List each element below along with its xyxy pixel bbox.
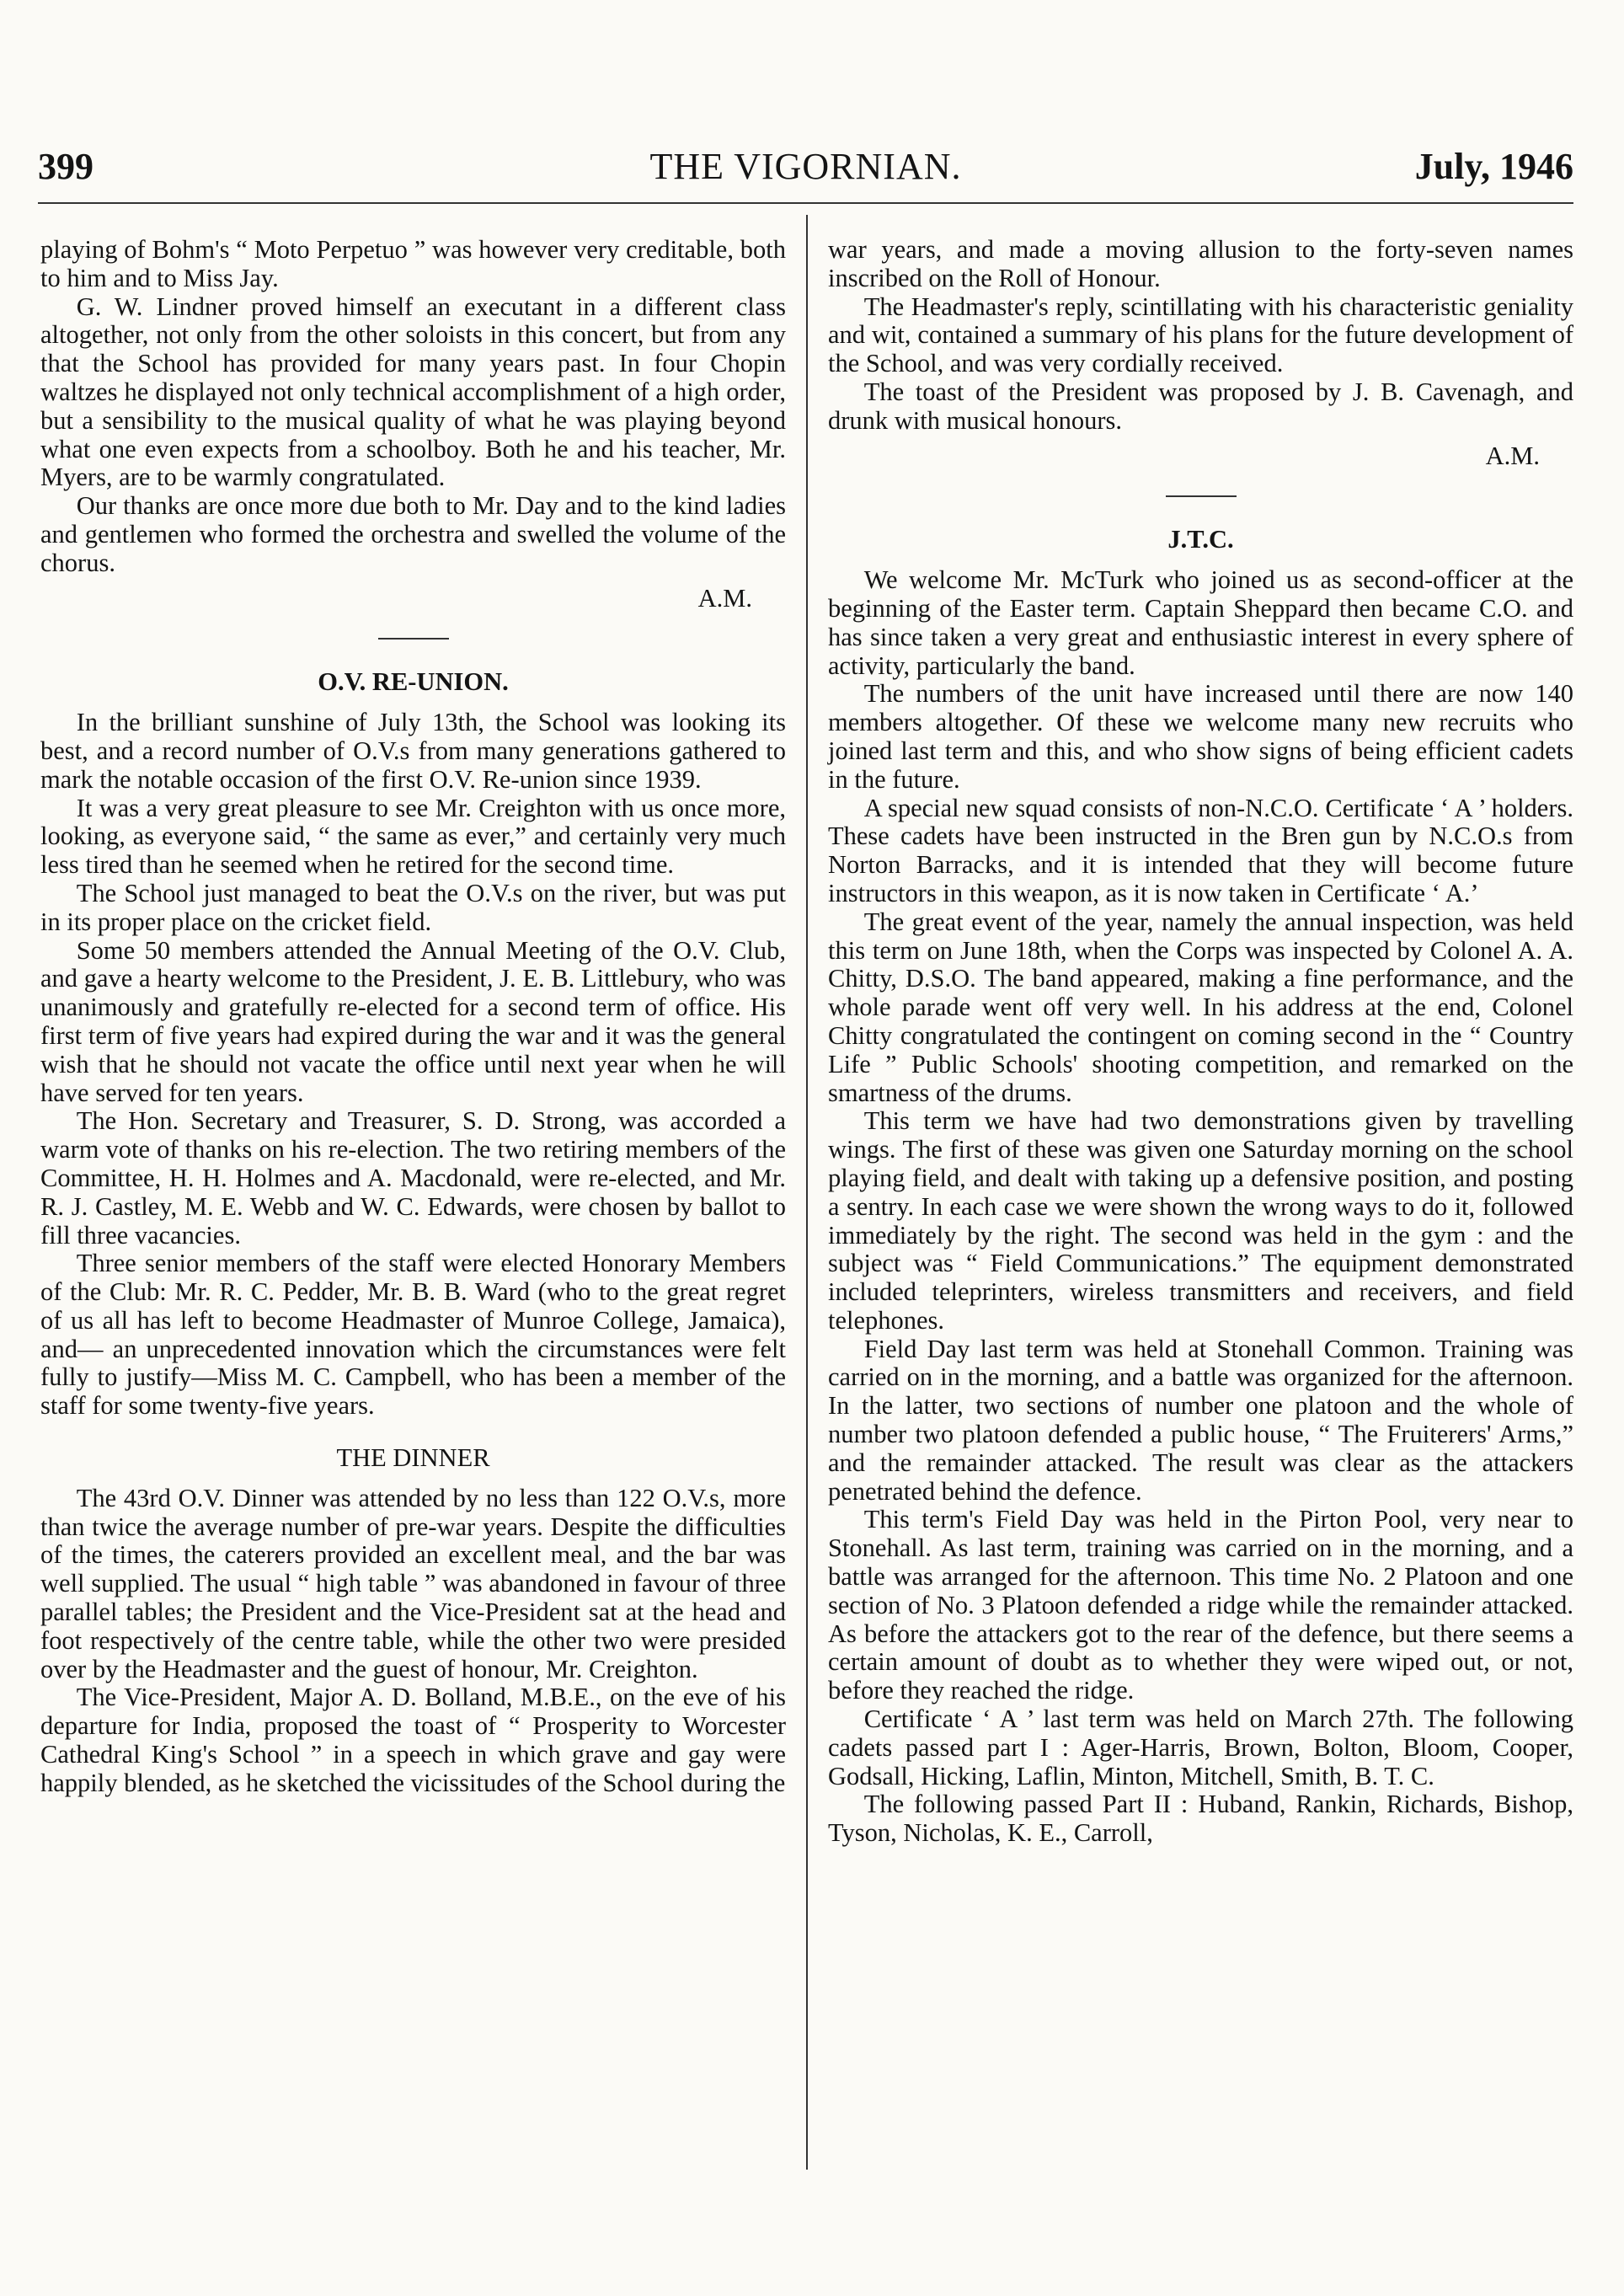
journal-title: THE VIGORNIAN. <box>649 146 962 187</box>
page-header <box>38 143 1573 199</box>
header-rule <box>38 202 1573 204</box>
article-paragraph: Some 50 members attended the Annual Meeting of the O.V. Club, and gave a hearty welcome to the President, J. E. B. Littlebury, who was unanimously and gratefully re-elected for a second term of office. His first term of five years had expired during the war and it was the general wish that he should not vacate the office until next year when he will have served for ten years. <box>40 935 786 1107</box>
section-divider <box>378 638 449 640</box>
article-paragraph: The toast of the President was proposed by J. B. Cavenagh, and drunk with musical honours. <box>828 377 1573 435</box>
author-signature: A.M. <box>697 583 752 613</box>
section-heading-reunion: O.V. RE-UNION. <box>318 667 509 697</box>
article-paragraph: The following passed Part II : Huband, Rankin, Richards, Bishop, Tyson, Nicholas, K. E., Carroll, <box>828 1790 1573 1848</box>
article-paragraph: Three senior members of the staff were elected Honorary Members of the Club: Mr. R. C. Pedder, Mr. B. B. Ward (who to the great regret of us all has left to become Headmaster of Munroe College, Jamaica), and— an unprecedented innovation which the circumstances were felt fully to justify—Miss M. C. Campbell, who has been a member of the staff for some twenty-five years. <box>40 1249 786 1421</box>
article-paragraph: The numbers of the unit have increased until there are now 140 members altogether. Of these we welcome many new recruits who joined last term and this, and who show signs of being efficient cadets in the future. <box>828 679 1573 794</box>
section-heading-dinner: THE DINNER <box>336 1443 490 1473</box>
issue-date: July, 1946 <box>1414 146 1573 187</box>
author-signature: A.M. <box>1485 441 1540 470</box>
right-column <box>828 236 1573 1848</box>
article-paragraph: A special new squad consists of non-N.C.O. Certificate ‘ A ’ holders. These cadets have been instructed in the Bren gun by N.C.O.s from Norton Barracks, and it is intended that they will become future instructors in this weapon, as it is now taken in Certificate ‘ A.’ <box>828 793 1573 907</box>
article-paragraph: G. W. Lindner proved himself an executant in a different class altogether, not only from the other soloists in this concert, but from any that the School has provided for many years past. In four Chopin waltzes he displayed not only technical accomplishment of a high order, but a sensibility to the musical quality of what he was playing beyond what one even expects from a schoolboy. Both he and his teacher, Mr. Myers, are to be warmly congratulated. <box>40 292 786 492</box>
article-paragraph: The School just managed to beat the O.V.s on the river, but was put in its proper place on the cricket field. <box>40 878 786 936</box>
left-column <box>40 236 786 1798</box>
article-paragraph: Field Day last term was held at Stonehall Common. Training was carried on in the morning, and a battle was organized for the afternoon. In the latter, two sections of number one platoon and the whole of number two platoon defended a public house, “ The Fruiterers' Arms,” and the remainder attacked. The result was clear as the attackers penetrated behind the defence. <box>828 1334 1573 1506</box>
article-paragraph: In the brilliant sunshine of July 13th, the School was looking its best, and a record number of O.V.s from many generations gathered to mark the notable occasion of the first O.V. Re-union since 1939. <box>40 708 786 794</box>
column-divider <box>806 215 808 2170</box>
article-paragraph: This term we have had two demonstrations given by travelling wings. The first of these was given one Saturday morning on the school playing field, and dealt with taking up a defensive position, and posting a sentry. In each case we were shown the wrong ways to do it, followed immediately by the right. The second was held in the gym : and the subject was “ Field Communications.” The equipment demonstrated included teleprinters, wireless transmitters and receivers, and field telephones. <box>828 1106 1573 1335</box>
section-heading-jtc: J.T.C. <box>1167 525 1234 554</box>
article-paragraph: The Hon. Secretary and Treasurer, S. D. Strong, was accorded a warm vote of thanks on his re-election. The two retiring members of the Committee, H. H. Holmes and A. Macdonald, were re-elected, and Mr. R. J. Castley, M. E. Webb and W. C. Edwards, were chosen by ballot to fill three vacancies. <box>40 1106 786 1250</box>
article-paragraph: It was a very great pleasure to see Mr. Creighton with us once more, looking, as everyone said, “ the same as ever,” and certainly very much less tired than he seemed when he retired for the second time. <box>40 793 786 880</box>
article-paragraph: war years, and made a moving allusion to the forty-seven names inscribed on the Roll of Honour. <box>828 235 1573 292</box>
page-number: 399 <box>38 146 93 187</box>
article-paragraph: The Vice-President, Major A. D. Bolland, M.B.E., on the eve of his departure for India, proposed the toast of “ Prosperity to Worcester Cathedral King's School ” in a speech in which grave and gay were happily blended, as he sketched the vicissitudes of the School during the <box>40 1683 786 1797</box>
article-paragraph: The Headmaster's reply, scintillating with his characteristic geniality and wit, contained a summary of his plans for the future development of the School, and was very cordially received. <box>828 292 1573 378</box>
article-paragraph: This term's Field Day was held in the Pirton Pool, very near to Stonehall. As last term, training was carried on in the morning, and a battle was arranged for the afternoon. This time No. 2 Platoon and one section of No. 3 Platoon defended a ridge while the remainder attacked. As before the attackers got to the rear of the defence, but there seems a certain amount of doubt as to whether they were wiped out, or not, before they reached the ridge. <box>828 1505 1573 1705</box>
article-paragraph: We welcome Mr. McTurk who joined us as second-officer at the beginning of the Easter term. Captain Sheppard then became C.O. and has since taken a very great and enthusiastic interest in every sphere of activity, particularly the band. <box>828 565 1573 680</box>
article-paragraph: Certificate ‘ A ’ last term was held on March 27th. The following cadets passed part I : Ager-Harris, Brown, Bolton, Bloom, Cooper, Godsall, Hicking, Laflin, Minton, Mitchell, Smith, B. T. C. <box>828 1705 1573 1790</box>
section-divider <box>1166 495 1237 497</box>
article-paragraph: The 43rd O.V. Dinner was attended by no less than 122 O.V.s, more than twice the average number of pre-war years. Despite the difficulties of the times, the caterers provided an excellent meal, and the bar was well supplied. The usual “ high table ” was abandoned in favour of three parallel tables; the President and the Vice-President sat at the head and foot respectively of the centre table, while the other two were presided over by the Headmaster and the guest of honour, Mr. Creighton. <box>40 1483 786 1683</box>
article-paragraph: The great event of the year, namely the annual inspection, was held this term on June 18th, when the Corps was inspected by Colonel A. A. Chitty, D.S.O. The band appeared, making a fine performance, and the whole parade went off very well. In his address at the end, Colonel Chitty congratulated the contingent on coming second in the “ Country Life ” Public Schools' shooting competition, and remarked on the smartness of the drums. <box>828 907 1573 1107</box>
article-paragraph: Our thanks are once more due both to Mr. Day and to the kind ladies and gentlemen who formed the orchestra and swelled the volume of the chorus. <box>40 491 786 577</box>
article-paragraph: playing of Bohm's “ Moto Perpetuo ” was however very creditable, both to him and to Miss Jay. <box>40 235 786 292</box>
